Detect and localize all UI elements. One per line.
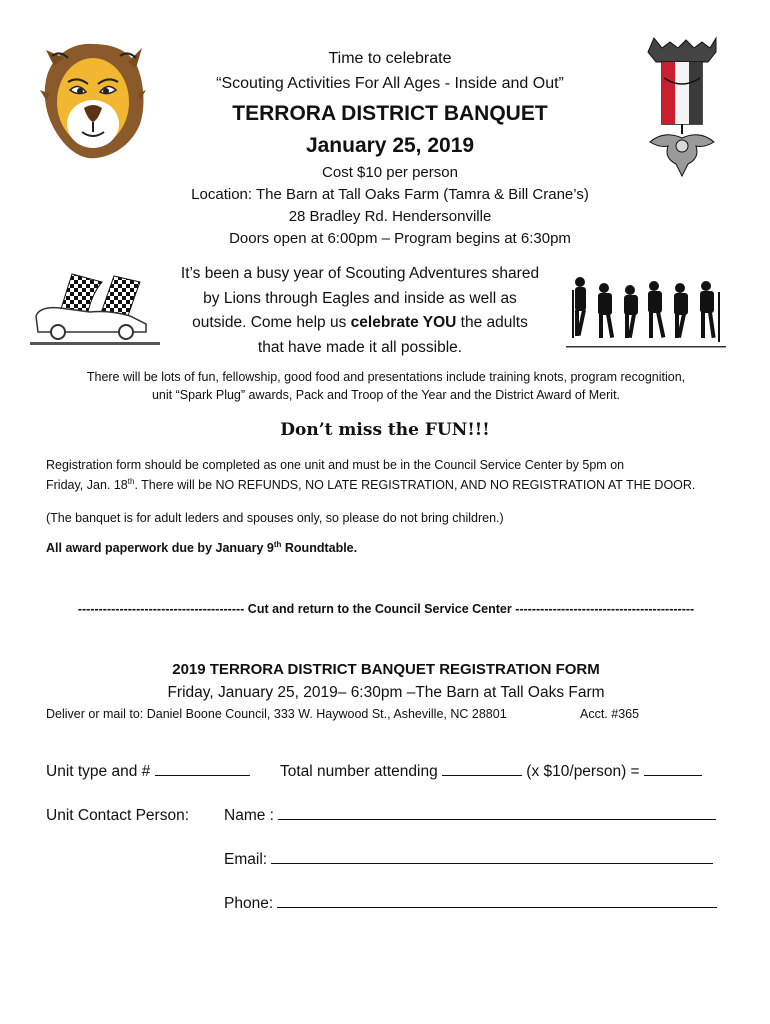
header-slogan: “Scouting Activities For All Ages - Inside and Out” [216,75,564,92]
page-title: TERRORA DISTRICT BANQUET [232,102,548,125]
phone-field[interactable] [277,893,717,908]
name-label: Name : [224,807,279,824]
award-deadline [46,539,746,557]
deliver-to: Deliver or mail to: Daniel Boone Council, 333 W. Haywood St., Asheville, NC 28801 [46,707,507,721]
name-row [224,805,716,827]
unit-type-label: Unit type and # [46,763,155,780]
fun-text-line-2: unit “Spark Plug” awards, Pack and Troop of the Year and the District Award of Merit. [151,388,621,402]
award-deadline-a: All award paperwork due by January 9 [46,541,274,555]
account-number: Acct. #365 [580,707,640,721]
location-text: Location: The Barn at Tall Oaks Farm (Tamra & Bill Crane’s) [191,186,589,203]
registration-sup: th [127,476,135,486]
intro-line-1: It’s been a busy year of Scouting Adventures shared [180,265,540,282]
dont-miss-heading: Don’t miss the FUN!!! [280,420,490,440]
phone-row [224,893,717,915]
intro-emphasis: celebrate YOU [350,314,457,331]
event-date: January 25, 2019 [305,134,475,157]
cut-line: ---------------------------------------- Cut and return to the Council Service Center ------------------------------------------- [77,602,695,616]
intro-line-2: by Lions through Eagles and inside as well as [203,289,517,307]
total-attending-field[interactable] [442,761,522,776]
cost-text: Cost $10 per person [322,164,458,181]
pinewood-car-image [30,268,160,348]
intro-line-3 [160,311,560,336]
email-field[interactable] [271,849,713,864]
phone-label: Phone: [224,895,278,912]
registration-line-2b: . There will be NO REFUNDS, NO LATE REGISTRATION, AND NO REGISTRATION AT THE DOOR. [134,478,696,492]
unit-type-field[interactable] [155,761,250,776]
doors-text: Doors open at 6:00pm – Program begins at 6:30pm [229,230,571,247]
total-attending-label: Total number attending [280,763,442,780]
hikers-image [566,276,726,350]
unit-type-row [46,761,250,783]
award-deadline-b: Roundtable. [281,541,358,555]
email-row [224,849,713,871]
registration-line-1: Registration form should be completed as one unit and must be in the Council Service Center by 5pm on [46,458,625,472]
email-label: Email: [224,851,272,868]
header-line1: Time to celebrate [328,50,452,67]
per-person-label: (x $10/person) = [522,763,644,780]
address-text: 28 Bradley Rd. Hendersonville [288,208,492,225]
award-deadline-sup: th [273,539,282,549]
fun-text-line-1: There will be lots of fun, fellowship, good food and presentations include training knots, program recognition, [86,370,686,384]
name-field[interactable] [278,805,716,820]
form-subtitle: Friday, January 25, 2019– 6:30pm –The Barn at Tall Oaks Farm [167,684,605,701]
total-cost-field[interactable] [644,761,702,776]
registration-line-2a: Friday, Jan. 18 [46,478,128,492]
unit-contact-label: Unit Contact Person: [46,807,190,824]
form-title: 2019 TERRORA DISTRICT BANQUET REGISTRATION FORM [172,661,600,678]
intro-line-3a: outside. Come help us [192,314,351,331]
intro-line-3c: the adults [456,314,528,331]
total-attending-row [280,761,702,783]
adults-only-note: (The banquet is for adult leders and spouses only, so please do not bring children.) [46,511,504,525]
registration-line-2 [46,476,746,494]
intro-line-4: that have made it all possible. [257,338,463,356]
